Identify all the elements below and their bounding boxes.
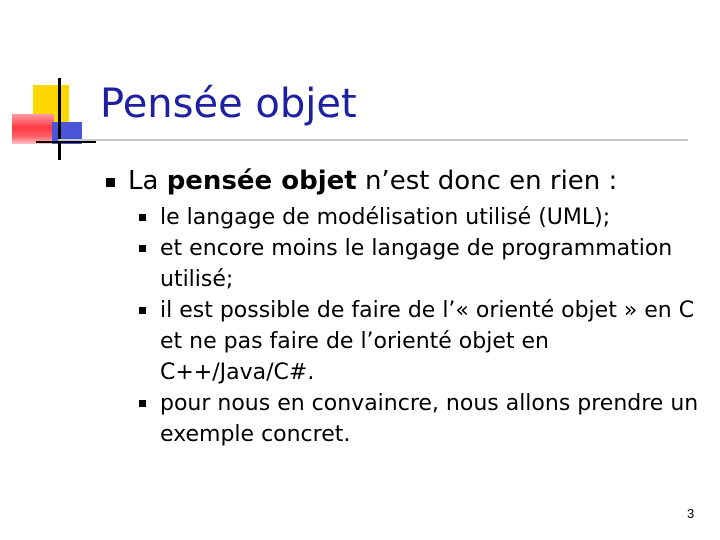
main-point-suffix: n’est donc en rien : [356, 166, 618, 196]
sub-point-text: et encore moins le langage de programmation utilisé; [160, 236, 673, 292]
main-point [128, 164, 617, 198]
main-point-bold: pensée objet [166, 166, 357, 196]
title-divider [58, 139, 688, 141]
slide-title: Pensée objet [100, 81, 357, 127]
sub-bullet [139, 245, 146, 252]
sub-point-text: pour nous en convaincre, nous allons prendre un exemple concret. [160, 391, 699, 447]
page-number: 3 [687, 506, 695, 521]
decorative-logo [0, 0, 110, 170]
sub-point [160, 202, 705, 233]
main-point-prefix: La [128, 166, 167, 196]
sub-point-list [160, 202, 705, 450]
logo-vertical-line [58, 78, 61, 160]
sub-point [160, 295, 705, 388]
sub-bullet [139, 307, 146, 314]
sub-point-text: il est possible de faire de l’« orienté objet » en C et ne pas faire de l’orienté objet en C++/Java/C#. [160, 298, 695, 385]
logo-horizontal-line [36, 141, 96, 143]
sub-point [160, 388, 705, 450]
sub-point-text: le langage de modélisation utilisé (UML); [160, 205, 611, 230]
logo-red-square [12, 114, 54, 144]
sub-bullet [139, 400, 146, 407]
sub-point [160, 233, 705, 295]
sub-bullet [139, 214, 146, 221]
main-bullet [106, 178, 115, 187]
